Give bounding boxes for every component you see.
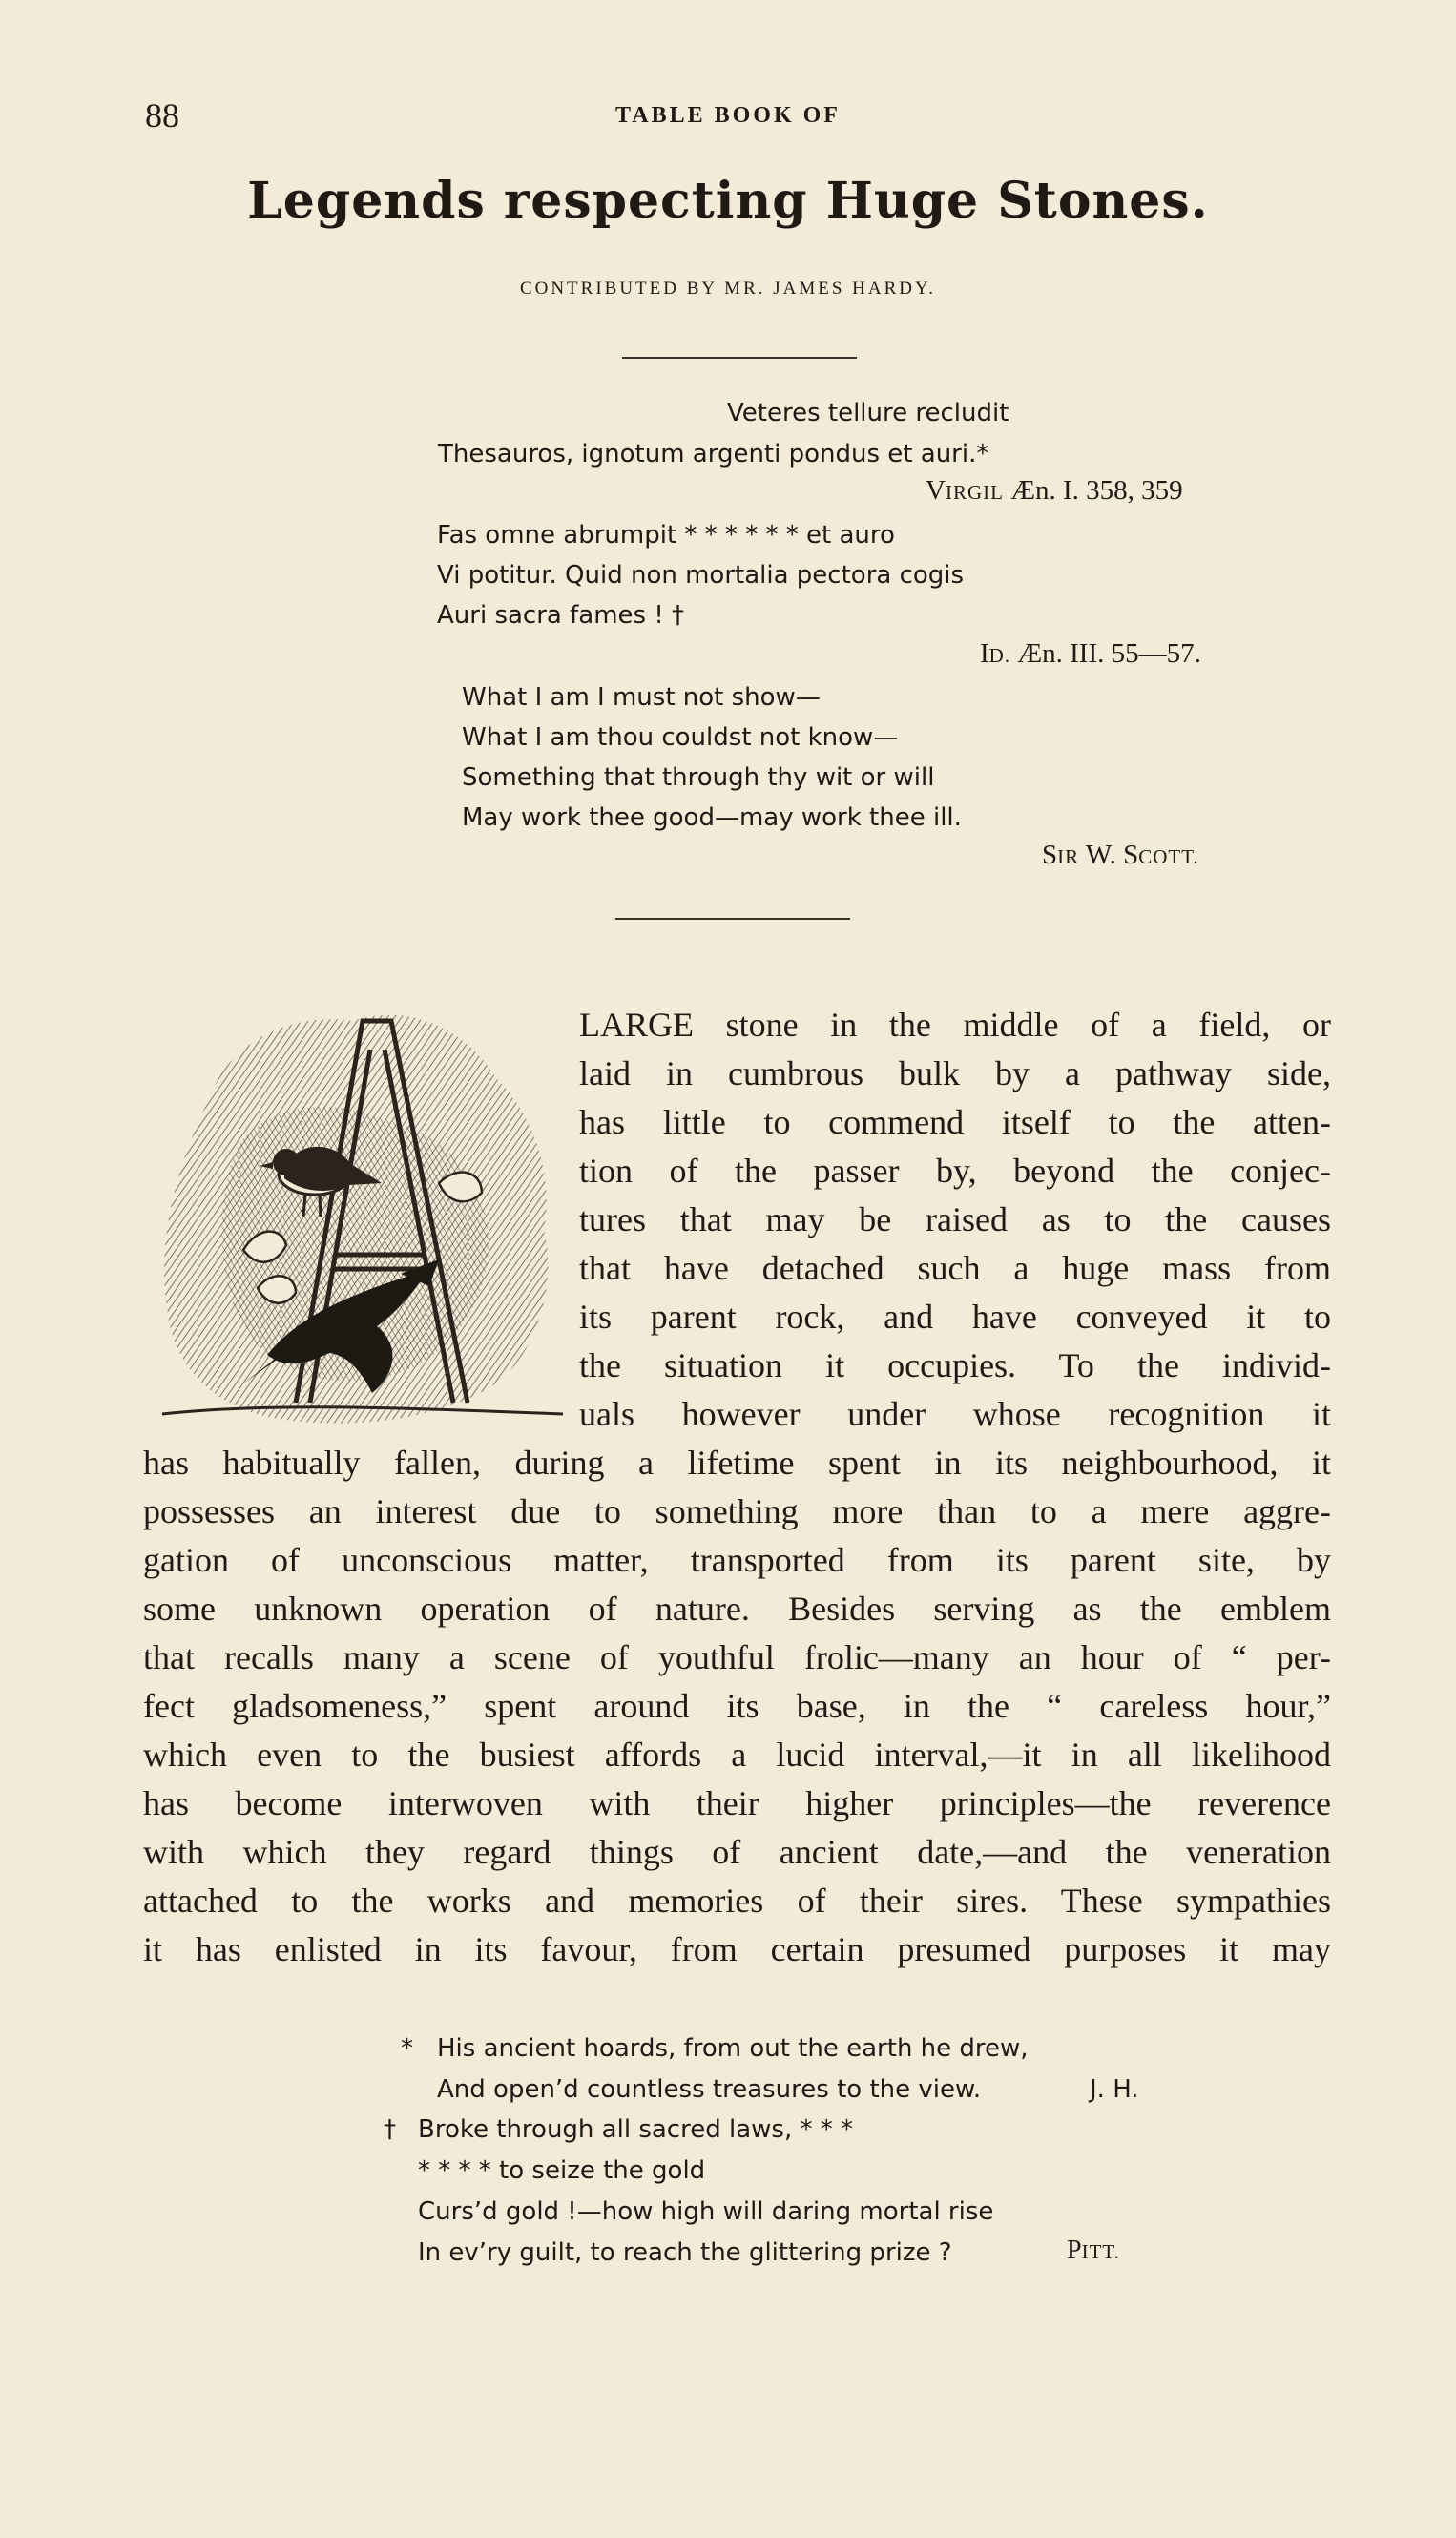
body-line: attached to the works and memories of their sires. These sympathies (143, 1882, 1331, 1920)
body-line: that recalls many a scene of youthful frolic—many an hour of “ per- (143, 1638, 1331, 1676)
running-head (0, 95, 1456, 143)
divider-rule (615, 918, 850, 920)
epigraph-line: Vi potitur. Quid non mortalia pectora cogis (437, 561, 965, 590)
body-line: has habitually fallen, during a lifetime spent in its neighbourhood, it (143, 1444, 1331, 1482)
attr-cap: S (1042, 840, 1058, 870)
body-line: the situation it occupies. To the individ- (579, 1346, 1331, 1384)
body-line: gation of unconscious matter, transported from its parent site, by (143, 1541, 1331, 1579)
page-number: 88 (145, 96, 179, 135)
epigraph-line: May work thee good—may work thee ill. (462, 803, 962, 832)
footnote-line: And open’d countless treasures to the view. (437, 2075, 982, 2104)
attr-cap: P (1067, 2236, 1082, 2265)
epigraph-attribution (926, 475, 1183, 507)
body-line: uals however under whose recognition it (579, 1395, 1331, 1433)
epigraph-attribution (980, 638, 1201, 670)
epigraph-line: Thesauros, ignotum argenti pondus et auri.* (438, 440, 989, 468)
epigraph-line: Fas omne abrumpit * * * * * * et auro (437, 521, 895, 550)
footnote-line: Curs’d gold !—how high will daring mortal rise (418, 2197, 994, 2226)
body-line: which even to the busiest affords a lucid interval,—it in all likelihood (143, 1736, 1331, 1774)
body-line: has become interwoven with their higher principles—the reverence (143, 1784, 1331, 1822)
footnote-line: Broke through all sacred laws, * * * (418, 2115, 854, 2144)
body-line: with which they regard things of ancient date,—and the veneration (143, 1833, 1331, 1871)
body-line: has little to commend itself to the atten- (579, 1103, 1331, 1141)
footnote-attribution (1067, 2236, 1120, 2266)
footnote-line: In ev’ry guilt, to reach the glittering prize ? (418, 2238, 952, 2267)
divider-rule (622, 357, 857, 359)
attr-ref: Æn. III. 55—57. (1017, 638, 1201, 669)
attr-initial: W. (1085, 840, 1116, 870)
running-title: TABLE BOOK OF (615, 103, 841, 128)
epigraph-line: Something that through thy wit or will (462, 763, 935, 792)
epigraph-line: What I am thou couldst not know— (462, 723, 899, 752)
footnote-attribution: J. H. (1090, 2075, 1139, 2104)
body-line: its parent rock, and have conveyed it to (579, 1298, 1331, 1336)
footnote-mark: † (384, 2115, 396, 2144)
body-line: laid in cumbrous bulk by a pathway side, (579, 1054, 1331, 1092)
article-title: Legends respecting Huge Stones. (247, 172, 1209, 230)
body-line: that have detached such a huge mass from (579, 1249, 1331, 1287)
contributor-line: CONTRIBUTED BY MR. JAMES HARDY. (519, 279, 937, 299)
body-line: LARGE stone in the middle of a field, or (579, 1006, 1331, 1044)
epigraph-line: What I am I must not show— (462, 683, 821, 712)
epigraph-line: Auri sacra fames ! † (437, 601, 685, 630)
body-line: tion of the passer by, beyond the conjec- (579, 1152, 1331, 1190)
attr-rest: ITT. (1081, 2240, 1120, 2263)
body-line: some unknown operation of nature. Besides serving as the emblem (143, 1590, 1331, 1628)
attr-cap: I (980, 638, 989, 669)
attr-rest: D. (988, 644, 1011, 667)
footnote-line: His ancient hoards, from out the earth he drew, (437, 2034, 1029, 2063)
footnote-line: * * * * to seize the gold (418, 2156, 706, 2185)
attr-ref: Æn. I. 358, 359 (1010, 475, 1183, 506)
attr-rest: COTT. (1138, 845, 1199, 868)
attr-cap: V (926, 475, 946, 506)
attr-rest: IRGIL (945, 481, 1004, 504)
engraving-icon (153, 983, 572, 1437)
attr-rest: IR (1057, 845, 1080, 868)
footnote-mark: * (401, 2034, 413, 2063)
body-line: tures that may be raised as to the causes (579, 1200, 1331, 1238)
body-line: possesses an interest due to something more than to a mere aggre- (143, 1492, 1331, 1530)
attr-cap: S (1123, 840, 1139, 870)
body-line: fect gladsomeness,” spent around its base, in the “ careless hour,” (143, 1687, 1331, 1725)
drop-cap-illustration (153, 983, 572, 1437)
epigraph-attribution (1042, 840, 1199, 871)
epigraph-line: Veteres tellure recludit (727, 399, 1009, 427)
body-line: it has enlisted in its favour, from certain presumed purposes it may (143, 1930, 1331, 1968)
